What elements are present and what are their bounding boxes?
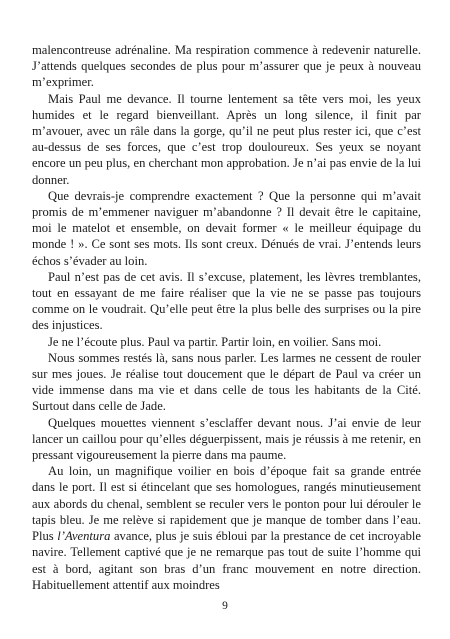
boat-name: l’Aventura — [57, 529, 111, 544]
paragraph-3: Que devrais-je comprendre exactement ? Que la personne qui m’avait promis de m’emmener naviguer m’abandonne ? Il devait être le capitaine, moi le matelot et ensemble, on devait former « le meilleur équipage du monde ! ». Ce sont ses mots. Ils sont creux. Dénués de vrai. J’entends leurs échos s’évader au loin. — [32, 188, 421, 268]
paragraph-7: Quelques mouettes viennent s’esclaffer devant nous. J’ai envie de leur lancer un caillou pour qu’elles déguerpissent, mais je réussis à me retenir, en pressant vigoureusement la pierre dans ma paume. — [32, 415, 421, 463]
paragraph-6: Nous sommes restés là, sans nous parler. Les larmes ne cessent de rouler sur mes joues. Je réalise tout doucement que le départ de Paul va créer un vide immense dans ma vie et dans celle de tous les habitants de la Cité. Surtout dans celle de Jade. — [32, 350, 421, 414]
paragraph-8 — [32, 463, 421, 593]
paragraph-4: Paul n’est pas de cet avis. Il s’excuse, platement, les lèvres tremblantes, tout en essayant de me faire réaliser que la vie ne se passe pas toujours comme on le voudrait. Qu’elle peut être la plus belle des surprises ou la pire des injustices. — [32, 269, 421, 333]
paragraph-8-start: Au loin, un magnifique voilier en bois d’époque fait sa grande entrée dans le port. Il est si étincelant que ses homologues, rangés minutieusement aux abords du chenal, semblent se reculer vers le ponton pour lui dérouler le tapis bleu. Je me relève si rapidement que je manque de tomber dans l’eau. Plus — [32, 464, 421, 544]
page-number: 9 — [222, 600, 228, 612]
paragraph-5: Je ne l’écoute plus. Paul va partir. Partir loin, en voilier. Sans moi. — [48, 334, 382, 349]
paragraph-1: malencontreuse adrénaline. Ma respiration commence à redevenir naturelle. J’attends quelques secondes de plus pour m’assurer que je peux à nouveau m’exprimer. — [32, 43, 421, 90]
paragraph-2: Mais Paul me devance. Il tourne lentement sa tête vers moi, les yeux humides et le regard bienveillant. Après un long silence, il finit par m’avouer, avec un râle dans la gorge, qu’il ne peut plus rester ici, que c’est au-dessus de ses forces, que c’est trop douloureux. Ses yeux se noyant encore un peu plus, en cherchant mon approbation. Je n’ai pas envie de la lui donner. — [32, 91, 421, 187]
paragraph-8-end: avance, plus je suis ébloui par la prestance de cet incroyable navire. Tellement captivé que je ne remarque pas tout de suite l’homme qui est à bord, agitant son bras d’un franc mouvement en notre direction. Habituellement attentif aux moindres — [32, 529, 421, 592]
body-text — [32, 42, 421, 593]
